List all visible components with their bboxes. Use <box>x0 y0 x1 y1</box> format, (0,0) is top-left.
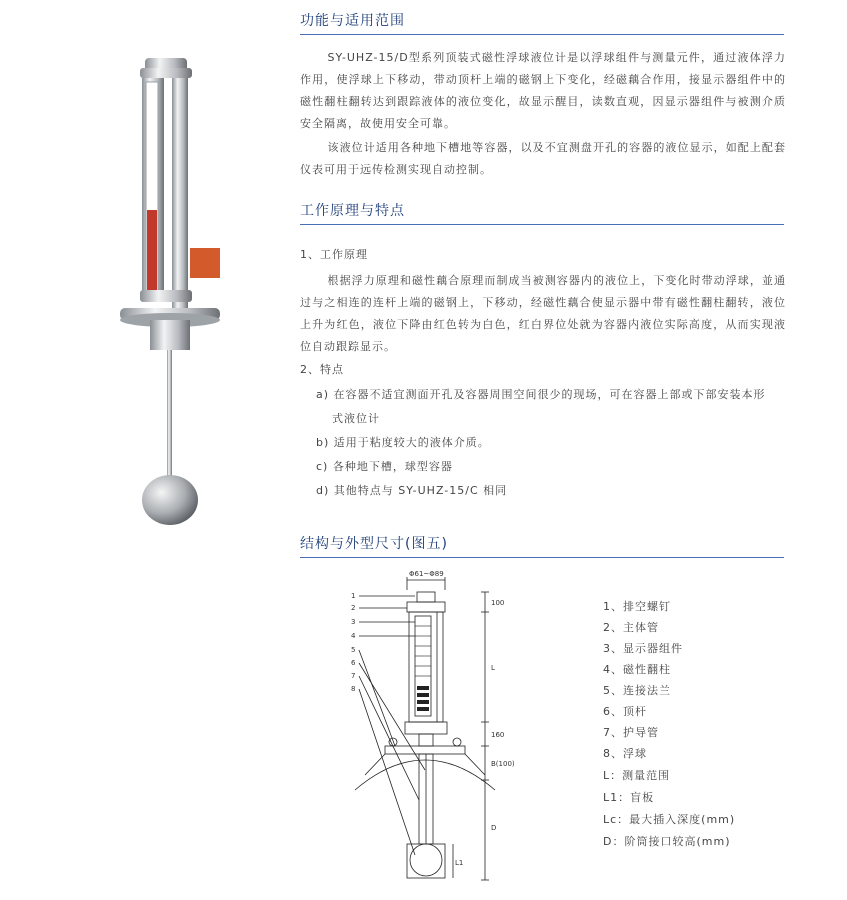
feature-item-d: d) 其他特点与 SY-UHZ-15/C 相同 <box>316 484 508 497</box>
legend-item: 3、显示器组件 <box>603 642 683 655</box>
drawing-dim-100: 100 <box>491 599 505 607</box>
callout-3: 3 <box>351 618 356 626</box>
legend-item: 5、连接法兰 <box>603 684 671 697</box>
structure-drawing <box>345 570 515 895</box>
section-title-principle: 工作原理与特点 <box>300 200 784 225</box>
legend-item: 6、顶杆 <box>603 705 647 718</box>
callout-2: 2 <box>351 604 356 612</box>
feature-item-c: c) 各种地下槽，球型容器 <box>316 460 453 473</box>
legend-item: L：测量范围 <box>603 769 671 782</box>
callout-7: 7 <box>351 672 356 680</box>
callout-6: 6 <box>351 659 356 667</box>
callout-5: 5 <box>351 646 356 654</box>
section-title-structure: 结构与外型尺寸(图五) <box>300 533 784 558</box>
features-heading: 2、特点 <box>300 363 344 376</box>
principle-heading: 1、工作原理 <box>300 248 368 261</box>
callout-8: 8 <box>351 685 356 693</box>
callout-4: 4 <box>351 632 356 640</box>
legend-item: 7、护导管 <box>603 726 659 739</box>
legend-item: 2、主体管 <box>603 621 659 634</box>
legend-item: 4、磁性翻柱 <box>603 663 671 676</box>
feature-item-a-cont: 式液位计 <box>332 412 380 425</box>
feature-item-a: a) 在容器不适宜测面开孔及容器周围空间很少的现场，可在容器上部或下部安装本形 <box>316 388 766 401</box>
drawing-dim-B: B(100) <box>491 760 515 768</box>
function-paragraph-1: SY-UHZ-15/D型系列顶装式磁性浮球液位计是以浮球组件与测量元件，通过液体浮力作用，使浮球上下移动，带动顶杆上端的磁钢上下变化，经磁藕合作用，接显示器组件中的磁性翻柱翻转达到跟踪液体的液位变化，故显示醒目，读数直观，因显示器组件与被测介质安全隔离，故使用安全可靠。 <box>300 51 786 130</box>
section-title-function: 功能与适用范围 <box>300 10 784 35</box>
legend-item: L1：盲板 <box>603 791 655 804</box>
legend-item: 1、排空螺钉 <box>603 600 671 613</box>
drawing-top-dim: Φ61~Φ89 <box>409 570 444 578</box>
callout-1: 1 <box>351 592 356 600</box>
drawing-dim-160: 160 <box>491 731 505 739</box>
drawing-dim-L1: L1 <box>455 859 464 867</box>
function-paragraph-2: 该液位计适用各种地下槽地等容器，以及不宜测盘开孔的容器的液位显示，如配上配套仪表可用于远传检测实现自动控制。 <box>300 141 786 176</box>
legend-item: D：阶筒接口较高(mm) <box>603 835 731 848</box>
legend-item: Lc：最大插入深度(mm) <box>603 813 736 826</box>
feature-item-b: b) 适用于粘度较大的液体介质。 <box>316 436 490 449</box>
legend-item: 8、浮球 <box>603 747 647 760</box>
principle-paragraph: 根据浮力原理和磁性藕合原理而制成当被测容器内的液位上，下变化时带动浮球，並通过与之相连的连杆上端的磁钢上，下移动，经磁性藕合使显示器中带有磁性翻柱翻转，液位上升为红色，液位下降由红色转为白色，红白界位处就为容器内液位实际高度，从而实现液位自动跟踪显示。 <box>300 274 786 353</box>
product-photo <box>110 50 240 530</box>
drawing-dim-L: L <box>491 664 495 672</box>
drawing-dim-D: D <box>491 824 497 832</box>
